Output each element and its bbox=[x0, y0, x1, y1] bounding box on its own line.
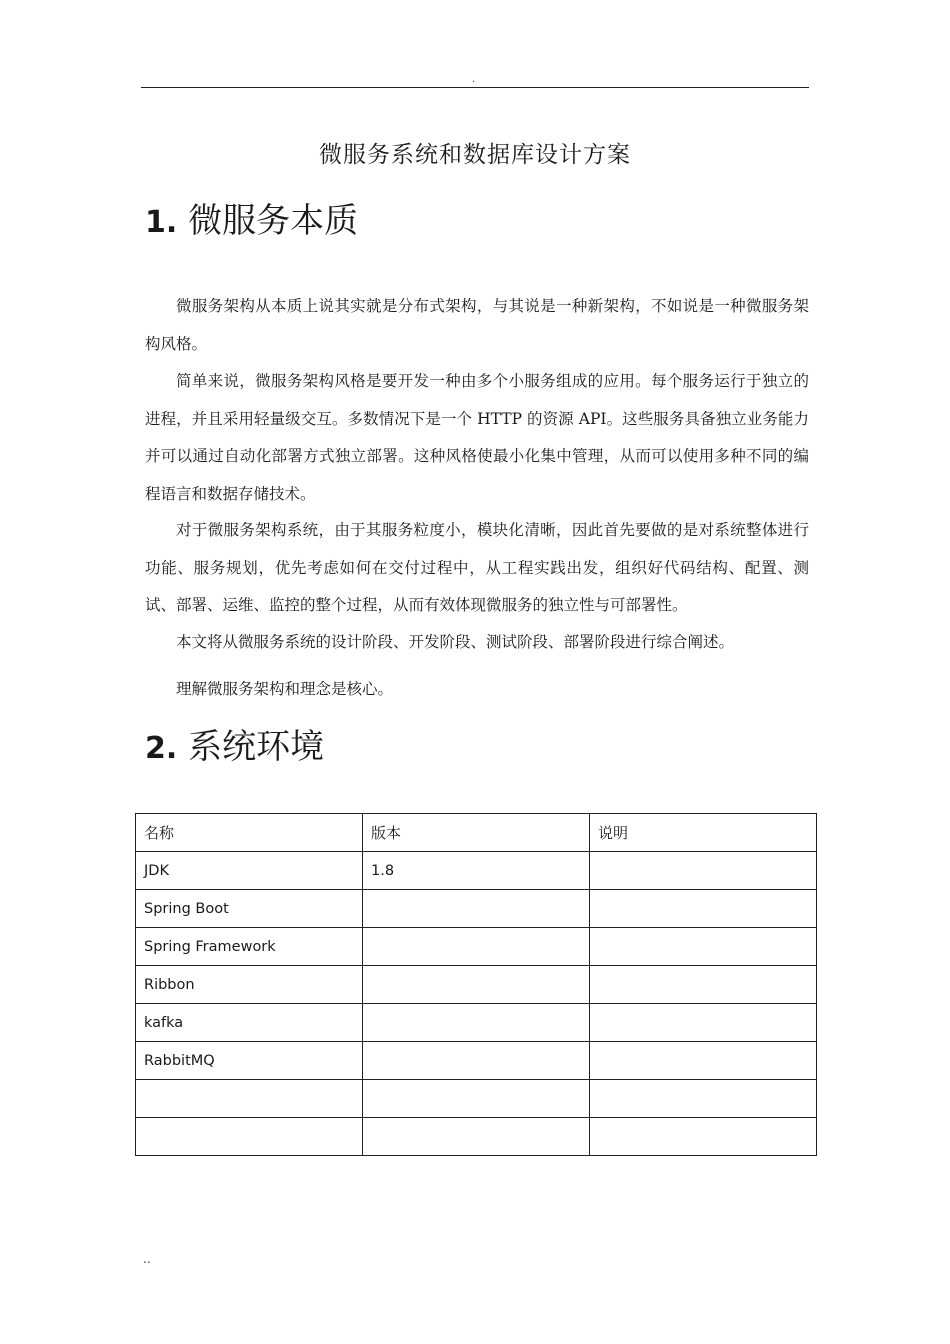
table-cell bbox=[590, 1004, 817, 1042]
table-cell bbox=[136, 1118, 363, 1156]
table-header-cell: 版本 bbox=[363, 814, 590, 852]
table-cell bbox=[590, 1042, 817, 1080]
paragraph: 简单来说，微服务架构风格是要开发一种由多个小服务组成的应用。每个服务运行于独立的进程，并且采用轻量级交互。多数情况下是一个 HTTP 的资源 API。这些服务具备独立业务能力并可以通过自动化部署方式独立部署。这种风格使最小化集中管理，从而可以使用多种不同的编程语言和数据存储技术。 bbox=[145, 372, 809, 503]
table-cell bbox=[590, 1080, 817, 1118]
environment-table bbox=[135, 813, 817, 1156]
section-number: 1. bbox=[145, 205, 178, 240]
table-cell: JDK bbox=[136, 852, 363, 890]
table-cell bbox=[363, 1004, 590, 1042]
table-cell: kafka bbox=[136, 1004, 363, 1042]
paragraph: 本文将从微服务系统的设计阶段、开发阶段、测试阶段、部署阶段进行综合阐述。 bbox=[176, 633, 735, 651]
table-cell bbox=[363, 1042, 590, 1080]
table-row bbox=[136, 1080, 817, 1118]
table-cell bbox=[590, 1118, 817, 1156]
table-row bbox=[136, 966, 817, 1004]
table-cell: Ribbon bbox=[136, 966, 363, 1004]
paragraph: 理解微服务架构和理念是核心。 bbox=[176, 680, 394, 698]
footer-mark: .. bbox=[143, 1252, 151, 1266]
table-header-cell: 说明 bbox=[590, 814, 817, 852]
section-number: 2. bbox=[145, 731, 178, 766]
table-cell bbox=[136, 1080, 363, 1118]
section-heading-1 bbox=[145, 201, 358, 243]
table-cell: RabbitMQ bbox=[136, 1042, 363, 1080]
section-title: 系统环境 bbox=[188, 727, 325, 767]
table-cell bbox=[590, 852, 817, 890]
paragraph: 微服务架构从本质上说其实就是分布式架构，与其说是一种新架构，不如说是一种微服务架构风格。 bbox=[145, 297, 809, 353]
table-cell: 1.8 bbox=[363, 852, 590, 890]
table-cell bbox=[363, 928, 590, 966]
section-heading-2 bbox=[145, 727, 324, 769]
section-title: 微服务本质 bbox=[188, 201, 359, 241]
table-header-cell: 名称 bbox=[136, 814, 363, 852]
table-row bbox=[136, 1118, 817, 1156]
table-cell bbox=[363, 1118, 590, 1156]
header-mark: . bbox=[472, 74, 476, 85]
table-header-row bbox=[136, 814, 817, 852]
table-cell bbox=[590, 928, 817, 966]
table-cell bbox=[590, 966, 817, 1004]
table-cell bbox=[363, 890, 590, 928]
table-cell: Spring Framework bbox=[136, 928, 363, 966]
paragraph: 对于微服务架构系统，由于其服务粒度小，模块化清晰，因此首先要做的是对系统整体进行功能、服务规划，优先考虑如何在交付过程中，从工程实践出发，组织好代码结构、配置、测试、部署、运维、监控的整个过程，从而有效体现微服务的独立性与可部署性。 bbox=[145, 521, 809, 614]
header-rule bbox=[141, 87, 809, 88]
table-row bbox=[136, 1004, 817, 1042]
table-cell bbox=[363, 966, 590, 1004]
table-cell bbox=[590, 890, 817, 928]
table-row bbox=[136, 852, 817, 890]
table-row bbox=[136, 928, 817, 966]
table-cell: Spring Boot bbox=[136, 890, 363, 928]
document-title: 微服务系统和数据库设计方案 bbox=[319, 142, 631, 168]
table-row bbox=[136, 890, 817, 928]
table-row bbox=[136, 1042, 817, 1080]
table-cell bbox=[363, 1080, 590, 1118]
